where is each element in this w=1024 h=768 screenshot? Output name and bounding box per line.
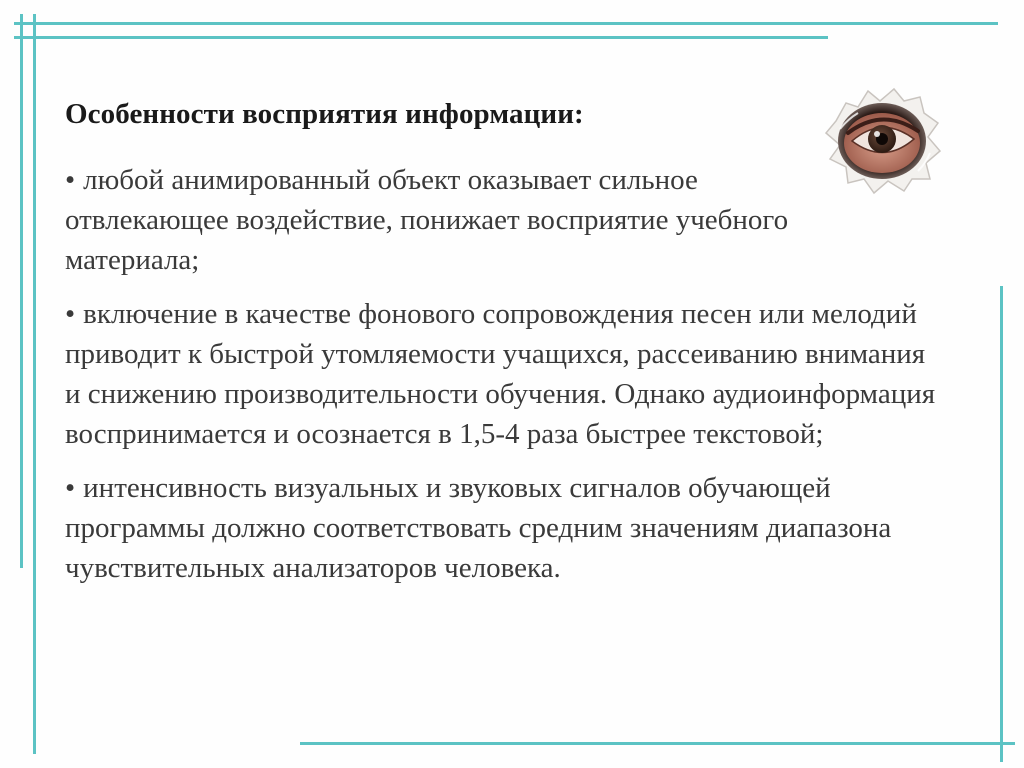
bullet-text: включение в качестве фонового сопровождения песен или мелодий приводит к быстрой утомляемости учащихся, рассеиванию внимания и снижению производительности обучения. Однако аудиоинформация воспринимается и осознается в 1,5-4 раза быстрее текстовой; xyxy=(65,298,936,450)
bullet-dot: • xyxy=(65,164,76,196)
slide-title: Особенности восприятия информации: xyxy=(65,98,584,130)
bullet-list xyxy=(65,160,965,602)
frame-line-top xyxy=(14,22,998,25)
frame-line-top-inner xyxy=(14,36,828,39)
bullet-item xyxy=(65,468,975,588)
bullet-text: интенсивность визуальных и звуковых сигналов обучающей программы должно соответствовать средним значениям диапазона чувствительных анализаторов человека. xyxy=(65,472,892,584)
bullet-dot: • xyxy=(65,298,76,330)
bullet-text: любой анимированный объект оказывает сильное отвлекающее воздействие, понижает восприятие учебного материала; xyxy=(65,164,789,276)
frame-line-left-inner xyxy=(33,14,36,754)
bullet-item xyxy=(65,294,945,454)
frame-line-left-outer xyxy=(20,14,23,568)
bullet-item xyxy=(65,160,825,280)
frame-line-right xyxy=(1000,286,1003,762)
frame-line-bottom xyxy=(300,742,1015,745)
bullet-dot: • xyxy=(65,472,76,504)
